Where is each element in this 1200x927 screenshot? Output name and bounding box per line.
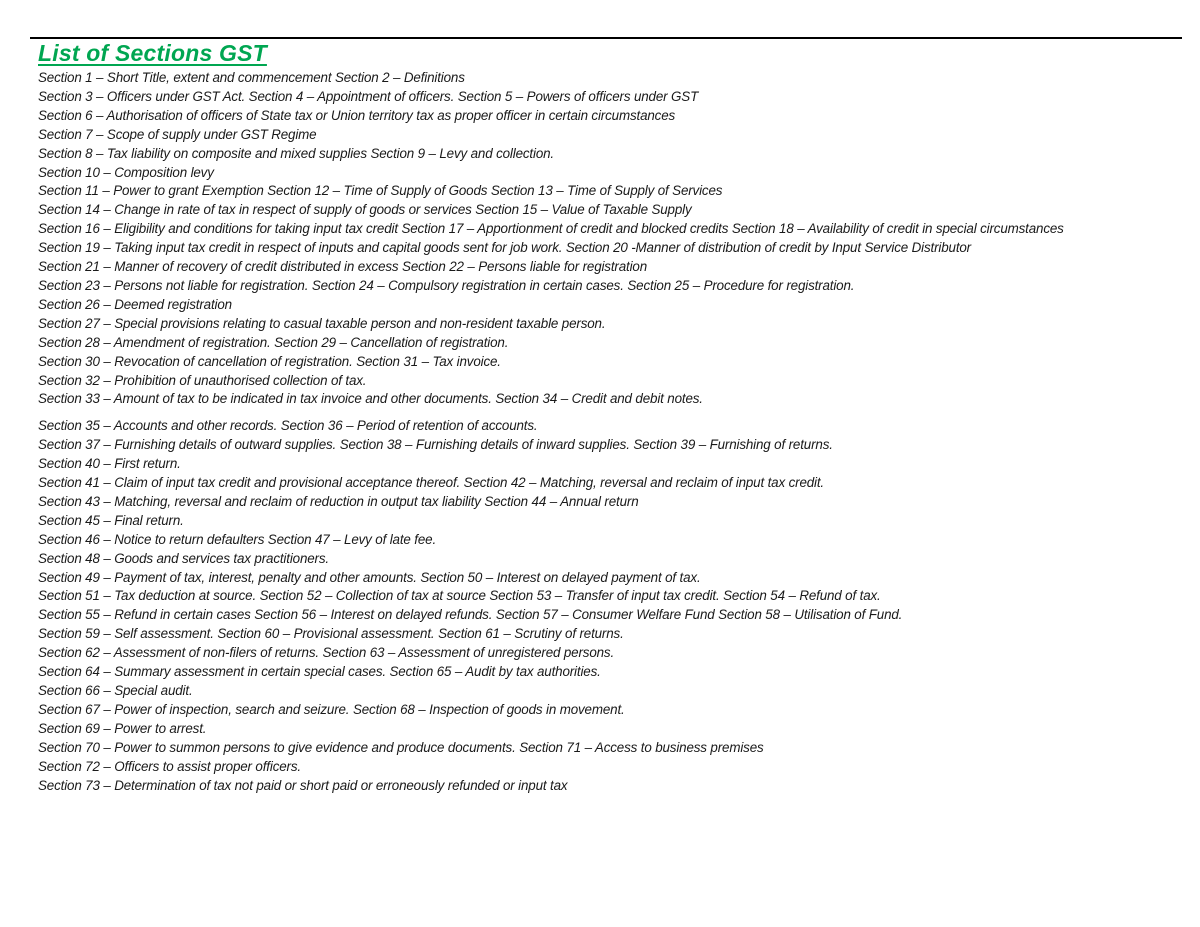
section-line: Section 8 – Tax liability on composite and mixed supplies Section 9 – Levy and collection. [38,145,554,161]
section-line: Section 23 – Persons not liable for registration. Section 24 – Compulsory registration in certain cases. Section 25 – Procedure for registration. [38,277,855,293]
section-line: Section 33 – Amount of tax to be indicated in tax invoice and other documents. Section 34 – Credit and debit notes. [38,391,703,407]
section-line: Section 1 – Short Title, extent and commencement Section 2 – Definitions [38,70,465,85]
section-line: Section 69 – Power to arrest. [38,720,207,736]
section-line: Section 21 – Manner of recovery of credit distributed in excess Section 22 – Persons liable for registration [38,259,648,275]
section-line: Section 14 – Change in rate of tax in respect of supply of goods or services Section 15 – Value of Taxable Supply [38,202,692,218]
section-line: Section 70 – Power to summon persons to give evidence and produce documents. Section 71 – Access to business premises [38,739,764,755]
section-line: Section 32 – Prohibition of unauthorised collection of tax. [38,372,367,388]
section-line: Section 16 – Eligibility and conditions for taking input tax credit Section 17 – Apportionment of credit and blocked credits Section 18 – Availability of credit in special circumstances [38,221,1064,237]
section-line: Section 11 – Power to grant Exemption Section 12 – Time of Supply of Goods Section 13 – Time of Supply of Services [38,183,723,199]
section-line: Section 45 – Final return. [38,512,184,528]
section-line: Section 55 – Refund in certain cases Section 56 – Interest on delayed refunds. Section 57 – Consumer Welfare Fund Section 58 – Utilisation of Fund. [38,607,903,623]
section-line: Section 41 – Claim of input tax credit and provisional acceptance thereof. Section 42 – Matching, reversal and reclaim of input tax credit. [38,475,825,491]
document-title: List of Sections GST [38,40,267,66]
section-line: Section 6 – Authorisation of officers of State tax or Union territory tax as proper officer in certain circumstances [38,107,676,123]
section-line: Section 51 – Tax deduction at source. Section 52 – Collection of tax at source Section 53 – Transfer of input tax credit. Section 54 – Refund of tax. [38,588,881,604]
section-line: Section 59 – Self assessment. Section 60 – Provisional assessment. Section 61 – Scrutiny of returns. [38,626,624,642]
sections-list [38,69,1184,795]
section-line: Section 35 – Accounts and other records. Section 36 – Period of retention of accounts. [38,418,538,434]
section-line: Section 19 – Taking input tax credit in respect of inputs and capital goods sent for job work. Section 20 -Manner of distribution of credit by Input Service Distributor [38,240,971,256]
section-line: Section 67 – Power of inspection, search and seizure. Section 68 – Inspection of goods in movement. [38,701,625,717]
section-line: Section 73 – Determination of tax not paid or short paid or erroneously refunded or input tax [38,777,568,793]
section-line: Section 26 – Deemed registration [38,296,232,312]
section-line: Section 3 – Officers under GST Act. Section 4 – Appointment of officers. Section 5 – Powers of officers under GST [38,88,699,104]
section-line: Section 10 – Composition levy [38,164,214,180]
section-line: Section 28 – Amendment of registration. Section 29 – Cancellation of registration. [38,334,509,350]
section-line: Section 49 – Payment of tax, interest, penalty and other amounts. Section 50 – Interest on delayed payment of tax. [38,569,701,585]
section-line: Section 37 – Furnishing details of outward supplies. Section 38 – Furnishing details of inward supplies. Section 39 – Furnishing of returns. [38,437,833,453]
section-line: Section 30 – Revocation of cancellation of registration. Section 31 – Tax invoice. [38,353,501,369]
section-line: Section 40 – First return. [38,456,181,472]
document-body [38,39,1184,795]
section-line: Section 62 – Assessment of non-filers of returns. Section 63 – Assessment of unregistered persons. [38,645,615,661]
section-line: Section 7 – Scope of supply under GST Regime [38,126,317,142]
section-line: Section 66 – Special audit. [38,683,193,698]
section-line: Section 46 – Notice to return defaulters Section 47 – Levy of late fee. [38,531,437,547]
section-line: Section 72 – Officers to assist proper officers. [38,758,301,774]
section-line: Section 27 – Special provisions relating to casual taxable person and non-resident taxable person. [38,315,606,331]
section-line: Section 48 – Goods and services tax practitioners. [38,550,329,566]
section-line: Section 43 – Matching, reversal and reclaim of reduction in output tax liability Section 44 – Annual return [38,493,639,509]
section-line: Section 64 – Summary assessment in certain special cases. Section 65 – Audit by tax authorities. [38,664,601,680]
